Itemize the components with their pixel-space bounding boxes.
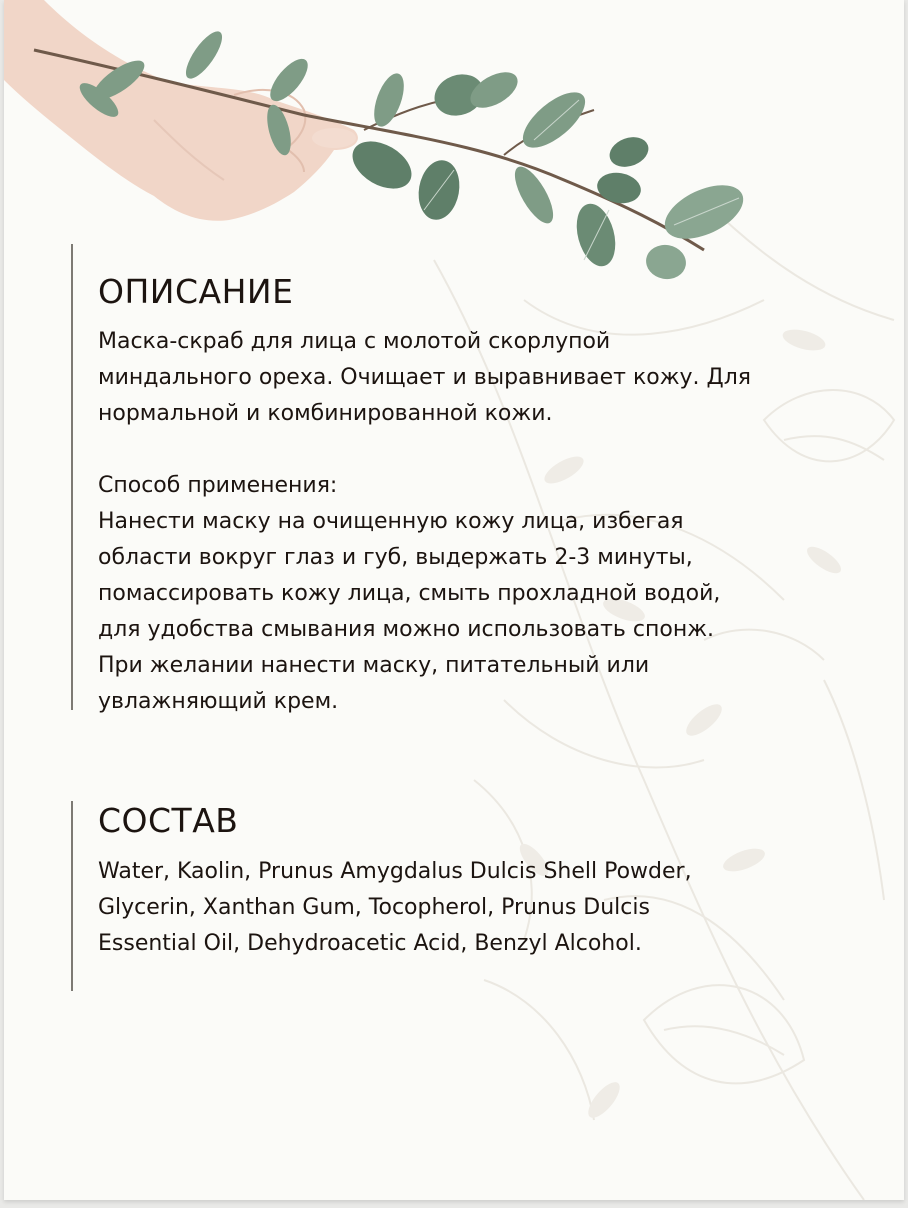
product-info-card <box>4 0 904 1200</box>
description-text: Маска-скраб для лица с молотой скорлупой миндального ореха. Очищает и выравнивает кожу. Для нормальной и комбинированной кожи. Способ применения: Нанести маску на очищенную кожу лица, избегая области вокруг глаз и губ, выдержать 2-3 минуты, помассировать кожу лица, смыть прохладной водой, для удобства смывания можно использовать спонж. При желании нанести маску, питательный или увлажняющий крем. <box>98 329 752 714</box>
composition-heading: СОСТАВ <box>98 801 239 840</box>
composition-section <box>71 801 853 991</box>
description-heading: ОПИСАНИЕ <box>98 272 294 311</box>
hand-illustration <box>4 0 358 221</box>
description-section <box>71 244 853 714</box>
composition-text: Water, Kaolin, Prunus Amygdalus Dulcis Shell Powder, Glycerin, Xanthan Gum, Tocopherol, Prunus Dulcis Essential Oil, Dehydroacetic Acid, Benzyl Alcohol. <box>98 859 692 956</box>
